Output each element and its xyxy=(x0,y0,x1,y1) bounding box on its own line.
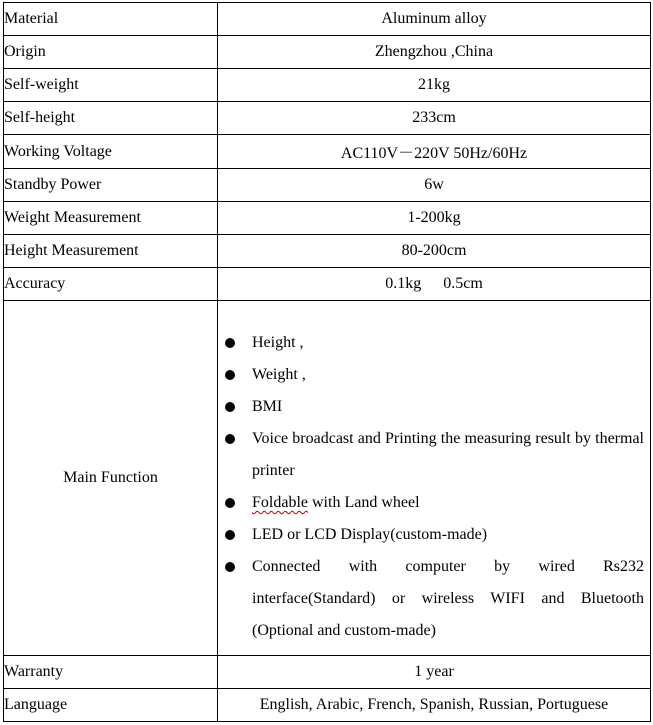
row-value: 80-200cm xyxy=(218,235,651,268)
row-value xyxy=(218,268,651,301)
function-list xyxy=(218,301,650,655)
row-value: Zhengzhou ,China xyxy=(218,36,651,69)
row-value: 1 year xyxy=(218,656,651,689)
row-value: 6w xyxy=(218,169,651,202)
table-row-main-function xyxy=(4,301,651,656)
table-row xyxy=(4,169,651,202)
row-label: Origin xyxy=(4,36,218,69)
row-label: Accuracy xyxy=(4,268,218,301)
table-row xyxy=(4,689,651,722)
list-item: Connected with computer by wired Rs232 interface(Standard) or wireless WIFI and Bluetooth (Optional and custom-made) xyxy=(224,551,644,647)
list-item: BMI xyxy=(224,391,644,423)
table-row xyxy=(4,3,651,36)
function-list-cell xyxy=(218,301,651,656)
row-label: Weight Measurement xyxy=(4,202,218,235)
row-label: Language xyxy=(4,689,218,722)
row-value: 233cm xyxy=(218,102,651,135)
table-row xyxy=(4,36,651,69)
row-label: Working Voltage xyxy=(4,135,218,169)
row-label: Standby Power xyxy=(4,169,218,202)
table-row xyxy=(4,202,651,235)
table-row xyxy=(4,135,651,169)
row-value: 1-200kg xyxy=(218,202,651,235)
list-item: Weight , xyxy=(224,359,644,391)
row-value: AC110V－220V 50Hz/60Hz xyxy=(218,135,651,169)
table-row xyxy=(4,69,651,102)
table-row xyxy=(4,102,651,135)
row-label: Warranty xyxy=(4,656,218,689)
spellcheck-underlined-word: Foldable xyxy=(252,494,308,511)
row-label: Main Function xyxy=(4,301,218,656)
row-value: Aluminum alloy xyxy=(218,3,651,36)
bullet-icon xyxy=(225,338,235,348)
list-item: Voice broadcast and Printing the measuring result by thermal printer xyxy=(224,423,644,487)
table-row xyxy=(4,268,651,301)
bullet-icon xyxy=(225,434,235,444)
bullet-icon xyxy=(225,498,235,508)
bullet-icon xyxy=(225,530,235,540)
row-value: English, Arabic, French, Spanish, Russian, Portuguese xyxy=(218,689,651,722)
row-label: Material xyxy=(4,3,218,36)
accuracy-weight: 0.1kg xyxy=(385,275,422,292)
list-item: LED or LCD Display(custom-made) xyxy=(224,519,644,551)
bullet-icon xyxy=(225,370,235,380)
row-label: Self-weight xyxy=(4,69,218,102)
bullet-icon xyxy=(225,562,235,572)
row-label: Height Measurement xyxy=(4,235,218,268)
list-item: Height , xyxy=(224,327,644,359)
accuracy-height: 0.5cm xyxy=(443,275,483,292)
row-label: Self-height xyxy=(4,102,218,135)
bullet-icon xyxy=(225,402,235,412)
row-value: 21kg xyxy=(218,69,651,102)
specification-table xyxy=(3,2,651,722)
list-item: Foldable with Land wheel xyxy=(224,487,644,519)
table-row xyxy=(4,235,651,268)
table-row xyxy=(4,656,651,689)
